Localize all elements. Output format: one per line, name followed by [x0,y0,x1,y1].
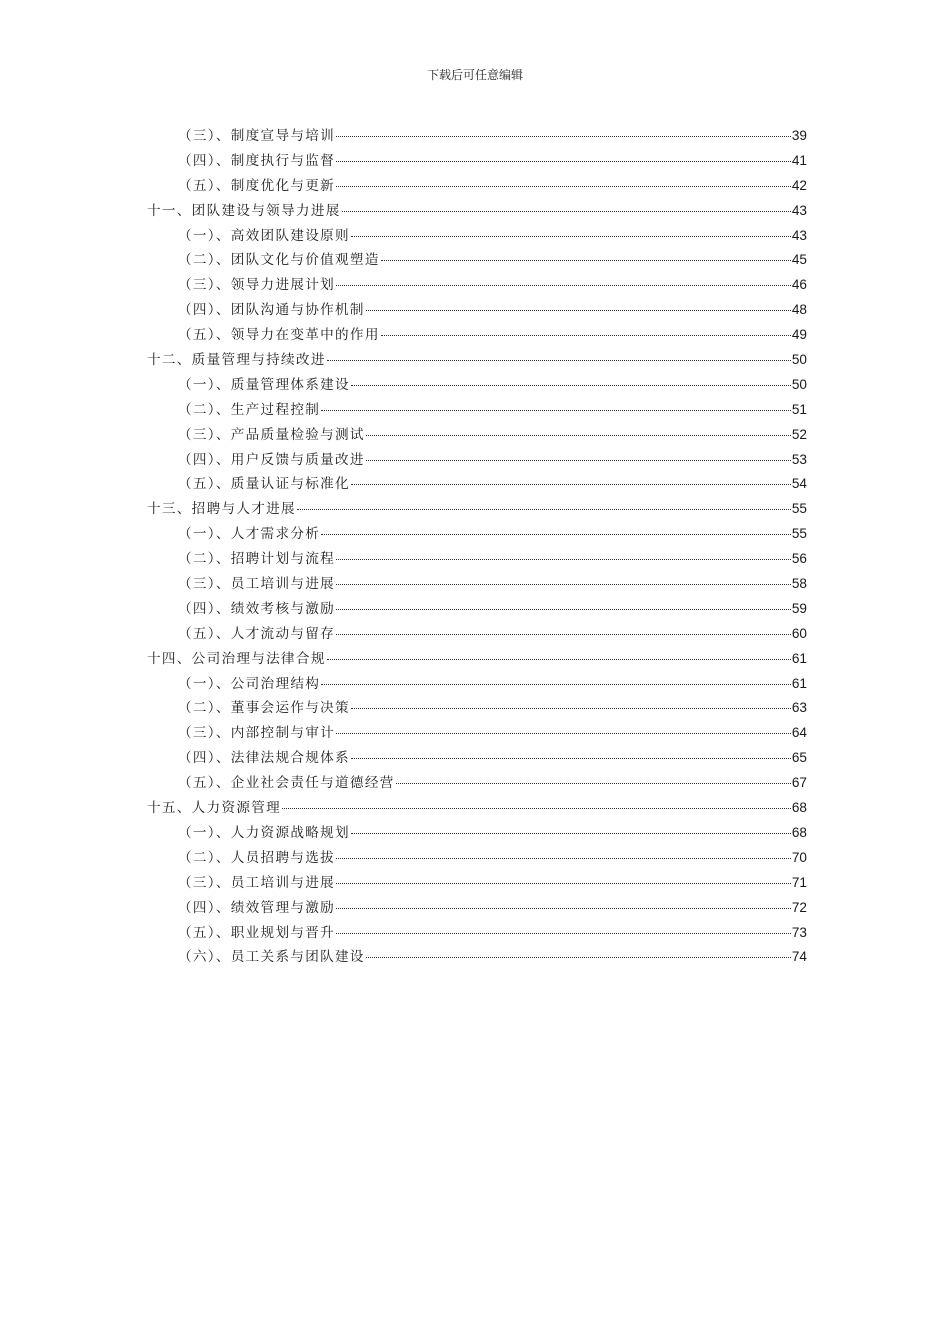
toc-section-entry[interactable] [147,398,807,423]
toc-page-number: 54 [791,476,807,492]
toc-section-entry[interactable] [147,921,807,946]
toc-page-number: 68 [791,824,807,840]
toc-page-number: 59 [791,600,807,616]
toc-page-number: 72 [791,899,807,915]
toc-dot-leader [366,434,791,436]
toc-entry-title: （五）、企业社会责任与道德经营 [178,775,395,792]
toc-dot-leader [336,857,791,859]
toc-page-number: 39 [791,128,807,143]
toc-page-number: 46 [791,277,807,293]
toc-entry-title: （二）、招聘计划与流程 [178,551,336,568]
toc-page-number: 71 [791,874,807,890]
toc-entry-title: （四）、法律法规合规体系 [178,750,350,767]
toc-page-number: 61 [791,650,807,666]
toc-entry-title: （一）、人才需求分析 [178,526,321,543]
toc-page-number: 70 [791,849,807,865]
toc-dot-leader [351,707,791,709]
toc-entry-title: （四）、绩效考核与激励 [178,600,336,617]
toc-entry-title: （四）、用户反馈与质量改进 [178,451,365,468]
toc-page-number: 41 [791,152,807,168]
toc-entry-title: （二）、董事会运作与决策 [178,700,350,717]
toc-page-number: 65 [791,750,807,766]
toc-section-entry[interactable] [147,423,807,448]
toc-page-number: 49 [791,327,807,343]
toc-section-entry[interactable] [147,896,807,921]
toc-entry-title: （四）、绩效管理与激励 [178,899,336,916]
toc-entry-title: （二）、人员招聘与选拔 [178,849,336,866]
toc-dot-leader [336,907,791,909]
toc-entry-title: 十一、团队建设与领导力进展 [147,202,341,219]
toc-section-entry[interactable] [147,821,807,846]
toc-page-number: 52 [791,426,807,442]
toc-section-entry[interactable] [147,721,807,746]
toc-section-entry[interactable] [147,448,807,473]
toc-dot-leader [381,259,791,261]
toc-section-entry[interactable] [147,149,807,174]
toc-entry-title: 十五、人力资源管理 [147,800,282,817]
toc-dot-leader [366,309,791,311]
toc-entry-title: （五）、职业规划与晋升 [178,924,336,941]
toc-page-number: 67 [791,775,807,791]
toc-dot-leader [336,932,791,934]
toc-page-number: 61 [791,675,807,691]
toc-dot-leader [336,185,791,187]
toc-section-entry[interactable] [147,124,807,149]
toc-dot-leader [282,807,791,809]
toc-section-entry[interactable] [147,871,807,896]
toc-page-number: 74 [791,949,807,965]
toc-dot-leader [342,210,791,212]
toc-page-number: 63 [791,700,807,716]
toc-section-entry[interactable] [147,846,807,871]
toc-page-number: 64 [791,725,807,741]
toc-dot-leader [336,160,791,162]
toc-section-entry[interactable] [147,298,807,323]
toc-page-number: 73 [791,924,807,940]
toc-page-number: 53 [791,451,807,467]
toc-chapter-entry[interactable] [147,199,807,224]
toc-entry-title: （三）、领导力进展计划 [178,277,336,294]
toc-entry-title: （四）、制度执行与监督 [178,152,336,169]
toc-page-number: 51 [791,401,807,417]
toc-page-number: 56 [791,551,807,567]
toc-page-number: 43 [791,202,807,218]
toc-section-entry[interactable] [147,323,807,348]
toc-entry-title: （二）、生产过程控制 [178,401,321,418]
toc-dot-leader [336,135,791,137]
toc-dot-leader [336,583,791,585]
toc-dot-leader [351,235,791,237]
toc-entry-title: （五）、人才流动与留存 [178,625,336,642]
toc-entry-title: （一）、高效团队建设原则 [178,227,350,244]
toc-entry-title: （四）、团队沟通与协作机制 [178,302,365,319]
toc-section-entry[interactable] [147,696,807,721]
toc-dot-leader [336,633,791,635]
toc-page-number: 42 [791,177,807,193]
toc-section-entry[interactable] [147,174,807,199]
toc-dot-leader [396,782,791,784]
toc-chapter-entry[interactable] [147,348,807,373]
toc-entry-title: 十三、招聘与人才进展 [147,501,296,518]
toc-section-entry[interactable] [147,547,807,572]
toc-page-number: 50 [791,376,807,392]
toc-dot-leader [321,533,791,535]
toc-page-number: 45 [791,252,807,268]
toc-entry-title: （六）、员工关系与团队建设 [178,949,365,966]
table-of-contents [147,124,807,970]
toc-section-entry[interactable] [147,945,807,970]
toc-dot-leader [381,334,791,336]
toc-entry-title: （三）、员工培训与进展 [178,576,336,593]
toc-entry-title: （五）、领导力在变革中的作用 [178,327,380,344]
toc-dot-leader [336,284,791,286]
toc-entry-title: （三）、内部控制与审计 [178,725,336,742]
toc-dot-leader [351,832,791,834]
toc-dot-leader [297,508,791,510]
toc-dot-leader [336,882,791,884]
toc-entry-title: （三）、产品质量检验与测试 [178,426,365,443]
toc-entry-title: （二）、团队文化与价值观塑造 [178,252,380,269]
toc-chapter-entry[interactable] [147,647,807,672]
toc-entry-title: （三）、制度宣导与培训 [178,128,336,144]
toc-page-number: 60 [791,625,807,641]
toc-dot-leader [336,732,791,734]
toc-section-entry[interactable] [147,522,807,547]
toc-dot-leader [351,757,791,759]
toc-dot-leader [336,608,791,610]
toc-section-entry[interactable] [147,597,807,622]
toc-entry-title: （三）、员工培训与进展 [178,874,336,891]
toc-section-entry[interactable] [147,572,807,597]
toc-chapter-entry[interactable] [147,796,807,821]
toc-entry-title: （一）、质量管理体系建设 [178,376,350,393]
toc-section-entry[interactable] [147,373,807,398]
toc-section-entry[interactable] [147,672,807,697]
toc-page-number: 50 [791,352,807,368]
toc-entry-title: 十四、公司治理与法律合规 [147,650,326,667]
page-header-note: 下载后可任意编辑 [426,68,523,82]
toc-dot-leader [327,359,791,361]
toc-page-number: 43 [791,227,807,243]
toc-entry-title: 十二、质量管理与持续改进 [147,352,326,369]
toc-section-entry[interactable] [147,746,807,771]
toc-dot-leader [366,956,791,958]
toc-entry-title: （一）、公司治理结构 [178,675,321,692]
toc-page-number: 55 [791,501,807,517]
toc-page-number: 68 [791,800,807,816]
toc-dot-leader [351,483,791,485]
toc-dot-leader [366,459,791,461]
toc-dot-leader [336,558,791,560]
toc-page-number: 58 [791,576,807,592]
toc-section-entry[interactable] [147,248,807,273]
toc-section-entry[interactable] [147,771,807,796]
toc-page-number: 55 [791,526,807,542]
toc-dot-leader [321,409,791,411]
toc-section-entry[interactable] [147,622,807,647]
toc-entry-title: （五）、制度优化与更新 [178,177,336,194]
toc-section-entry[interactable] [147,472,807,497]
toc-page-number: 48 [791,302,807,318]
toc-entry-title: （五）、质量认证与标准化 [178,476,350,493]
toc-section-entry[interactable] [147,224,807,249]
toc-dot-leader [321,683,791,685]
toc-section-entry[interactable] [147,273,807,298]
toc-dot-leader [351,384,791,386]
toc-dot-leader [327,658,791,660]
toc-entry-title: （一）、人力资源战略规划 [178,824,350,841]
toc-chapter-entry[interactable] [147,497,807,522]
